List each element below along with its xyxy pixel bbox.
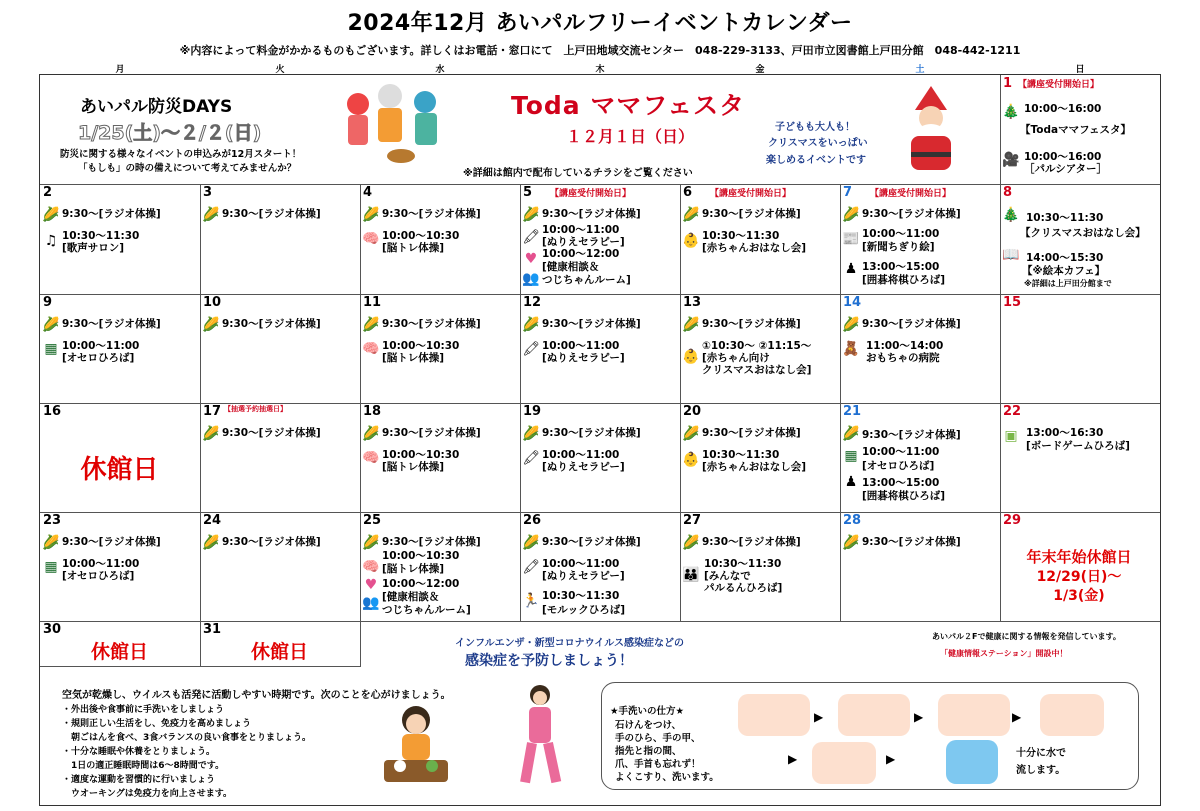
go-shogi-icon: ♟ <box>844 474 858 490</box>
family-icon: 👪 <box>682 567 700 583</box>
bousai-line-2: 「もしも」の時の備えについて考えてみませんか？ <box>78 163 297 174</box>
radio-exercise-icon: 🌽 <box>842 535 860 551</box>
festa-catch-2: クリスマスをいっぱい <box>768 138 868 149</box>
radio-exercise-icon: 🌽 <box>202 426 220 442</box>
tip-5: 1日の適正睡眠時間は6～8時間です。 <box>62 761 225 771</box>
handwash-step-2-icon <box>838 694 910 736</box>
handwash-step-4-icon <box>1040 694 1104 736</box>
othello-icon: ▦ <box>44 341 58 357</box>
radio-exercise-icon: 🌽 <box>202 535 220 551</box>
health-info-line-2: 「健康情報ステーション」開設中！ <box>940 649 1068 658</box>
tip-7: ウオーキングは免疫力を向上させます。 <box>62 789 233 799</box>
day-6: 6 【講座受付開始日】 🌽 9:30～[ラジオ体操] 👶 10:30～11:30 [赤ちゃんおはなし会] <box>682 185 807 254</box>
day-15: 15 <box>1003 295 1022 310</box>
weekday-sun: 日 <box>1075 65 1085 75</box>
radio-exercise-icon: 🌽 <box>522 535 540 551</box>
arrow-right-icon: ▶ <box>1012 710 1022 724</box>
disaster-family-illustration <box>333 80 448 168</box>
day-16: 16 休館日 <box>40 403 199 511</box>
weekday-sat: 土 <box>915 65 925 75</box>
day-1-tag: 【講座受付開始日】 <box>1018 80 1100 90</box>
radio-exercise-icon: 🌽 <box>522 426 540 442</box>
day-9: 9 🌽 9:30～[ラジオ体操] ▦ 10:00～11:00 [オセロひろば] <box>42 295 161 364</box>
christmas-tree-icon: 🎄 <box>1002 104 1020 120</box>
handwash-2: 手のひら、手の甲、 <box>615 733 701 744</box>
tip-0: 空気が乾燥し、ウイルスも活発に活動しやすい時期です。次のことを心がけましょう。 <box>62 690 451 701</box>
radio-exercise-icon: 🌽 <box>682 426 700 442</box>
day-25: 25 🌽 9:30～[ラジオ体操] 10:00～10:30 🧠 [脳トレ体操] ♥ 10:00～12:00 👥 [健康相談＆ つじちゃんルーム] <box>362 513 481 616</box>
consultation-icon: 👥 <box>522 271 540 287</box>
handwash-1: 石けんをつけ、 <box>615 720 682 731</box>
infection-line-1: インフルエンザ・新型コロナウイルス感染症などの <box>455 638 684 649</box>
infection-line-2: 感染症を予防しましょう！ <box>465 653 633 669</box>
closed-label: 休館日 <box>80 455 159 485</box>
radio-exercise-icon: 🌽 <box>202 207 220 223</box>
othello-icon: ▦ <box>44 559 58 575</box>
radio-exercise-icon: 🌽 <box>42 317 60 333</box>
festa-date: １２月１日（日） <box>566 127 695 146</box>
day-27: 27 🌽 9:30～[ラジオ体操] 👪 10:30～11:30 [みんなで パルるんひろば] <box>682 513 801 594</box>
day-14: 14 🌽 9:30～[ラジオ体操] 🧸 11:00～14:00 おもちゃの病院 <box>842 295 961 364</box>
tip-2: ・規則正しい生活をし、免疫力を高めましょう <box>62 719 252 729</box>
weekday-wed: 水 <box>435 65 445 75</box>
brain-training-icon: 🧠 <box>362 231 380 247</box>
coloring-icon: 🖍 <box>522 341 540 357</box>
music-note-icon: ♫ <box>44 233 58 249</box>
day-4: 4 🌽 9:30～[ラジオ体操] 🧠 10:00～10:30 [脳トレ体操] <box>362 185 481 254</box>
weekday-fri: 金 <box>755 65 765 75</box>
weekday-mon: 月 <box>115 65 125 75</box>
day-13: 13 🌽 9:30～[ラジオ体操] 👶 ①10:30～ ②11:15～ [赤ちゃん向け クリスマスおはなし会] <box>682 295 812 376</box>
day-24: 24 🌽 9:30～[ラジオ体操] <box>202 513 321 551</box>
day-19: 19 🌽 9:30～[ラジオ体操] 🖍 10:00～11:00 [ぬりえセラピー] <box>522 404 641 473</box>
othello-icon: ▦ <box>844 448 858 464</box>
day-2: 2 🌽 9:30～[ラジオ体操] ♫ 10:30～11:30 [歌声サロン] <box>42 185 161 254</box>
coloring-icon: 🖍 <box>522 450 540 466</box>
day-23: 23 🌽 9:30～[ラジオ体操] ▦ 10:00～11:00 [オセロひろば] <box>42 513 161 582</box>
festa-catch-3: 楽しめるイベントです <box>766 155 866 166</box>
tip-4: ・十分な睡眠や休養をとりましょう。 <box>62 747 216 757</box>
handwash-step-1-icon <box>738 694 810 736</box>
handwash-3: 指先と指の間、 <box>615 746 682 757</box>
arrow-right-icon: ▶ <box>886 752 896 766</box>
day-29: 29 年末年始休館日 12/29(日)～ 1/3(金) <box>1003 513 1132 604</box>
eating-girl-illustration <box>380 700 452 786</box>
book-cafe-icon: 📖 <box>1002 247 1020 263</box>
radio-exercise-icon: 🌽 <box>362 535 380 551</box>
radio-exercise-icon: 🌽 <box>522 317 540 333</box>
day-11: 11 🌽 9:30～[ラジオ体操] 🧠 10:00～10:30 [脳トレ体操] <box>362 295 481 364</box>
bousai-line-1: 防災に関する様々なイベントの申込みが12月スタート！ <box>60 149 302 160</box>
handwash-step-3-icon <box>938 694 1010 736</box>
day-22: 22 ▣ 13:00～16:30 [ボードゲームひろば] <box>1003 404 1130 452</box>
consultation-icon: 👥 <box>362 595 380 611</box>
tip-1: ・外出後や食事前に手洗いをしましょう <box>62 705 225 715</box>
arrow-right-icon: ▶ <box>914 710 924 724</box>
santa-illustration <box>893 84 971 176</box>
radio-exercise-icon: 🌽 <box>682 535 700 551</box>
rinse-water-icon <box>946 740 998 784</box>
weekday-thu: 木 <box>595 65 605 75</box>
baby-story-icon: 👶 <box>682 349 700 365</box>
projector-icon: 🎥 <box>1002 152 1020 168</box>
day-7: 7 【講座受付開始日】 🌽 9:30～[ラジオ体操] 📰 10:00～11:00 [新聞ちぎり絵] ♟ 13:00～15:00 [囲碁将棋ひろば] <box>842 185 961 286</box>
festa-title: Toda ママフェスタ <box>511 91 746 120</box>
christmas-tree-icon: 🎄 <box>1002 207 1020 223</box>
baby-story-icon: 👶 <box>682 452 700 468</box>
bousai-dates: 1/25(土)～２/２(日) <box>78 122 262 144</box>
day-10: 10 🌽 9:30～[ラジオ体操] <box>202 295 321 333</box>
day-20: 20 🌽 9:30～[ラジオ体操] 👶 10:30～11:30 [赤ちゃんおはなし会] <box>682 404 807 473</box>
day-17: 17 【抽選予約抽選日】 🌽 9:30～[ラジオ体操] <box>202 404 321 442</box>
molkky-icon: 🏃 <box>522 593 540 609</box>
go-shogi-icon: ♟ <box>844 261 858 277</box>
handwash-step-5-icon <box>812 742 876 784</box>
walking-woman-illustration <box>515 683 565 791</box>
brain-training-icon: 🧠 <box>362 341 380 357</box>
day-1: 1 【講座受付開始日】 🎄 10:00～16:00 【Todaママフェスタ】 🎥 10:00～16:00 ［パルシアター］ <box>1002 76 1132 175</box>
day-8: 8 🎄 10:30～11:30 【クリスマスおはなし会】 📖 14:00～15:30 【※絵本カフェ】 ※詳細は上戸田分館まで <box>1002 185 1146 288</box>
handwash-0: ★手洗いの仕方★ <box>610 706 685 717</box>
coloring-icon: 🖍 <box>522 559 540 575</box>
baby-story-icon: 👶 <box>682 233 700 249</box>
radio-exercise-icon: 🌽 <box>42 535 60 551</box>
health-info-line-1: あいパル２Fで健康に関する情報を発信しています。 <box>932 632 1121 641</box>
day-26: 26 🌽 9:30～[ラジオ体操] 🖍 10:00～11:00 [ぬりえセラピー] 🏃 10:30～11:30 [モルックひろば] <box>522 513 641 616</box>
rinse-line-2: 流します。 <box>1016 765 1066 776</box>
day-30: 30 休館日 <box>43 622 148 663</box>
brain-training-icon: 🧠 <box>362 559 380 575</box>
radio-exercise-icon: 🌽 <box>842 317 860 333</box>
radio-exercise-icon: 🌽 <box>682 207 700 223</box>
tip-3: 朝ごはんを食べ、3食バランスの良い食事をとりましょう。 <box>62 733 311 743</box>
day-5: 5 【講座受付開始日】 🌽 9:30～[ラジオ体操] 🖍 10:00～11:00 [ぬりえセラピー] ♥ 10:00～12:00 [健康相談＆ 👥 つじちゃんルーム] <box>522 185 641 287</box>
arrow-right-icon: ▶ <box>814 710 824 724</box>
festa-note: ※詳細は館内で配布しているチラシをご覧ください <box>463 168 693 179</box>
day-18: 18 🌽 9:30～[ラジオ体操] 🧠 10:00～10:30 [脳トレ体操] <box>362 404 481 473</box>
handwash-5: よくこすり、洗います。 <box>615 772 719 783</box>
handwash-4: 爪、手首も忘れず！ <box>615 759 701 770</box>
festa-catch-1: 子どもも大人も！ <box>775 122 855 133</box>
contact-note: ※内容によって料金がかかるものもございます。詳しくはお電話・窓口にて 上戸田地域交流センター 048-229-3133、戸田市立図書館上戸田分館 048-442-1211 <box>179 44 1021 57</box>
day-12: 12 🌽 9:30～[ラジオ体操] 🖍 10:00～11:00 [ぬりえセラピー] <box>522 295 641 364</box>
radio-exercise-icon: 🌽 <box>202 317 220 333</box>
day-28: 28 🌽 9:30～[ラジオ体操] <box>842 513 961 551</box>
radio-exercise-icon: 🌽 <box>362 317 380 333</box>
radio-exercise-icon: 🌽 <box>362 426 380 442</box>
board-game-icon: ▣ <box>1004 428 1018 444</box>
rinse-line-1: 十分に水で <box>1016 748 1066 759</box>
day-3: 3 🌽 9:30～[ラジオ体操] <box>202 185 321 223</box>
coloring-icon: 🖍 <box>522 229 540 245</box>
day-21: 21 🌽 9:30～[ラジオ体操] ▦ 10:00～11:00 [オセロひろば] ♟ 13:00～15:00 [囲碁将棋ひろば] <box>842 404 961 502</box>
radio-exercise-icon: 🌽 <box>682 317 700 333</box>
radio-exercise-icon: 🌽 <box>362 207 380 223</box>
day-31: 31 休館日 <box>203 622 308 663</box>
bousai-title: あいパル防災DAYS <box>80 97 233 117</box>
radio-exercise-icon: 🌽 <box>522 207 540 223</box>
brain-training-icon: 🧠 <box>362 450 380 466</box>
page-title: 2024年12月 あいパルフリーイベントカレンダー <box>347 11 853 36</box>
radio-exercise-icon: 🌽 <box>42 207 60 223</box>
tip-6: ・適度な運動を習慣的に行いましょう <box>62 775 216 785</box>
heart-icon: ♥ <box>364 577 378 593</box>
heart-icon: ♥ <box>524 251 538 267</box>
radio-exercise-icon: 🌽 <box>842 426 860 442</box>
weekday-tue: 火 <box>275 65 285 75</box>
newspaper-icon: 📰 <box>842 231 860 247</box>
radio-exercise-icon: 🌽 <box>842 207 860 223</box>
toy-doctor-icon: 🧸 <box>842 341 860 357</box>
arrow-right-icon: ▶ <box>788 752 798 766</box>
